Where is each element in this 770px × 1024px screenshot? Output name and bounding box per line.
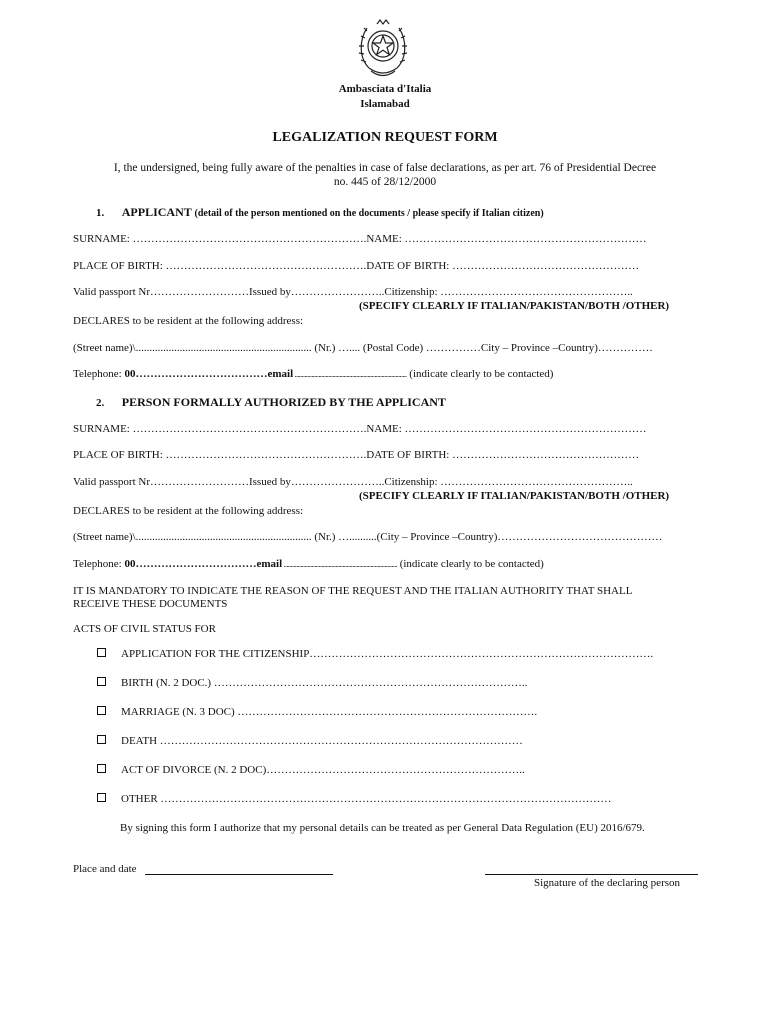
section1-number: 1. (96, 207, 105, 219)
applicant-address-field: (Street name)\................................................................ (Nr.) ….... (Postal Code) ……………City – Province –Country)…………… (73, 342, 653, 354)
authorized-passport-field: Valid passport Nr………………………Issued by……………………..Citizenship: …………………………………………….. (73, 476, 633, 488)
option-birth (97, 677, 527, 690)
signature-line[interactable] (485, 874, 698, 875)
checkbox[interactable] (97, 648, 106, 657)
authorized-birth-field: PLACE OF BIRTH: ……………………………………………….DATE OF BIRTH: …………………………………………… (73, 449, 640, 461)
option-label: ACT OF DIVORCE (N. 2 DOC)…………………………………………………………….. (121, 764, 525, 776)
option-label: MARRIAGE (N. 3 DOC) ………………………………………………………………………. (121, 706, 538, 718)
authorized-specify-note: (SPECIFY CLEARLY IF ITALIAN/PAKISTAN/BOTH /OTHER) (359, 490, 670, 502)
applicant-specify-note: (SPECIFY CLEARLY IF ITALIAN/PAKISTAN/BOTH /OTHER) (359, 300, 670, 312)
option-label: OTHER …………………………………………………………………………………………………………… (121, 793, 612, 805)
mandatory-notice-line1: IT IS MANDATORY TO INDICATE THE REASON OF THE REQUEST AND THE ITALIAN AUTHORITY THAT SHALL (73, 585, 633, 597)
telephone-dots: ................................................................................. (282, 560, 397, 569)
place-date-label: Place and date (73, 863, 137, 875)
mandatory-notice-line2: RECEIVE THESE DOCUMENTS (73, 598, 228, 610)
section1-heading (96, 206, 544, 220)
applicant-telephone-field (73, 368, 553, 381)
section1-title: APPLICANT (121, 205, 192, 219)
authorized-telephone-field (73, 558, 544, 571)
section2-title: PERSON FORMALLY AUTHORIZED BY THE APPLICANT (121, 395, 446, 409)
option-label: APPLICATION FOR THE CITIZENSHIP…………………………………………………………………………………. (121, 648, 654, 660)
embassy-name: Ambasciata d'Italia (338, 83, 432, 95)
option-marriage (97, 706, 537, 719)
option-citizenship (97, 648, 653, 661)
telephone-label: Telephone: (73, 558, 125, 570)
signature-label: Signature of the declaring person (534, 877, 681, 889)
checkbox[interactable] (97, 677, 106, 686)
italian-emblem-icon (355, 16, 411, 82)
telephone-note: (indicate clearly to be contacted) (406, 368, 554, 380)
authorized-surname-field: SURNAME: ……………………………………………………….NAME: ………………………………………………………… (73, 423, 647, 435)
option-divorce (97, 764, 525, 777)
telephone-label: Telephone: (73, 368, 125, 380)
telephone-value: 00……………………………email (124, 558, 283, 570)
section2-heading (96, 396, 446, 410)
place-date-line[interactable] (145, 874, 333, 875)
applicant-surname-field: SURNAME: ……………………………………………………….NAME: ………………………………………………………… (73, 233, 647, 245)
consent-text: By signing this form I authorize that my personal details can be treated as per General Data Regulation (EU) 2016/679. (120, 822, 645, 834)
applicant-passport-field: Valid passport Nr………………………Issued by……………………..Citizenship: …………………………………………….. (73, 286, 633, 298)
authorized-declares-text: DECLARES to be resident at the following address: (73, 505, 304, 517)
authorized-address-field: (Street name)\................................................................ (Nr.) …..........(City – Province –Country)……………………………………… (73, 531, 663, 543)
checkbox[interactable] (97, 793, 106, 802)
telephone-dots: ................................................................................ (293, 370, 407, 379)
section1-note: (detail of the person mentioned on the documents / please specify if Italian citizen) (194, 208, 544, 219)
intro-text-line2: no. 445 of 28/12/2000 (333, 176, 437, 188)
embassy-city: Islamabad (360, 98, 410, 110)
checkbox[interactable] (97, 706, 106, 715)
applicant-declares-text: DECLARES to be resident at the following address: (73, 315, 304, 327)
acts-heading: ACTS OF CIVIL STATUS FOR (73, 623, 216, 635)
checkbox[interactable] (97, 764, 106, 773)
telephone-value: 00………………………………email (124, 368, 294, 380)
applicant-birth-field: PLACE OF BIRTH: ……………………………………………….DATE OF BIRTH: …………………………………………… (73, 260, 640, 272)
telephone-note: (indicate clearly to be contacted) (396, 558, 544, 570)
intro-text-line1: I, the undersigned, being fully aware of the penalties in case of false declarations, as per art. 76 of Presidential Decree (113, 162, 657, 174)
option-other (97, 793, 611, 806)
option-death (97, 735, 523, 748)
checkbox[interactable] (97, 735, 106, 744)
option-label: BIRTH (N. 2 DOC.) ………………………………………………………………………….. (121, 677, 528, 689)
option-label: DEATH ……………………………………………………………………………………… (121, 735, 523, 747)
section2-number: 2. (96, 397, 105, 409)
page-title: LEGALIZATION REQUEST FORM (272, 130, 498, 145)
